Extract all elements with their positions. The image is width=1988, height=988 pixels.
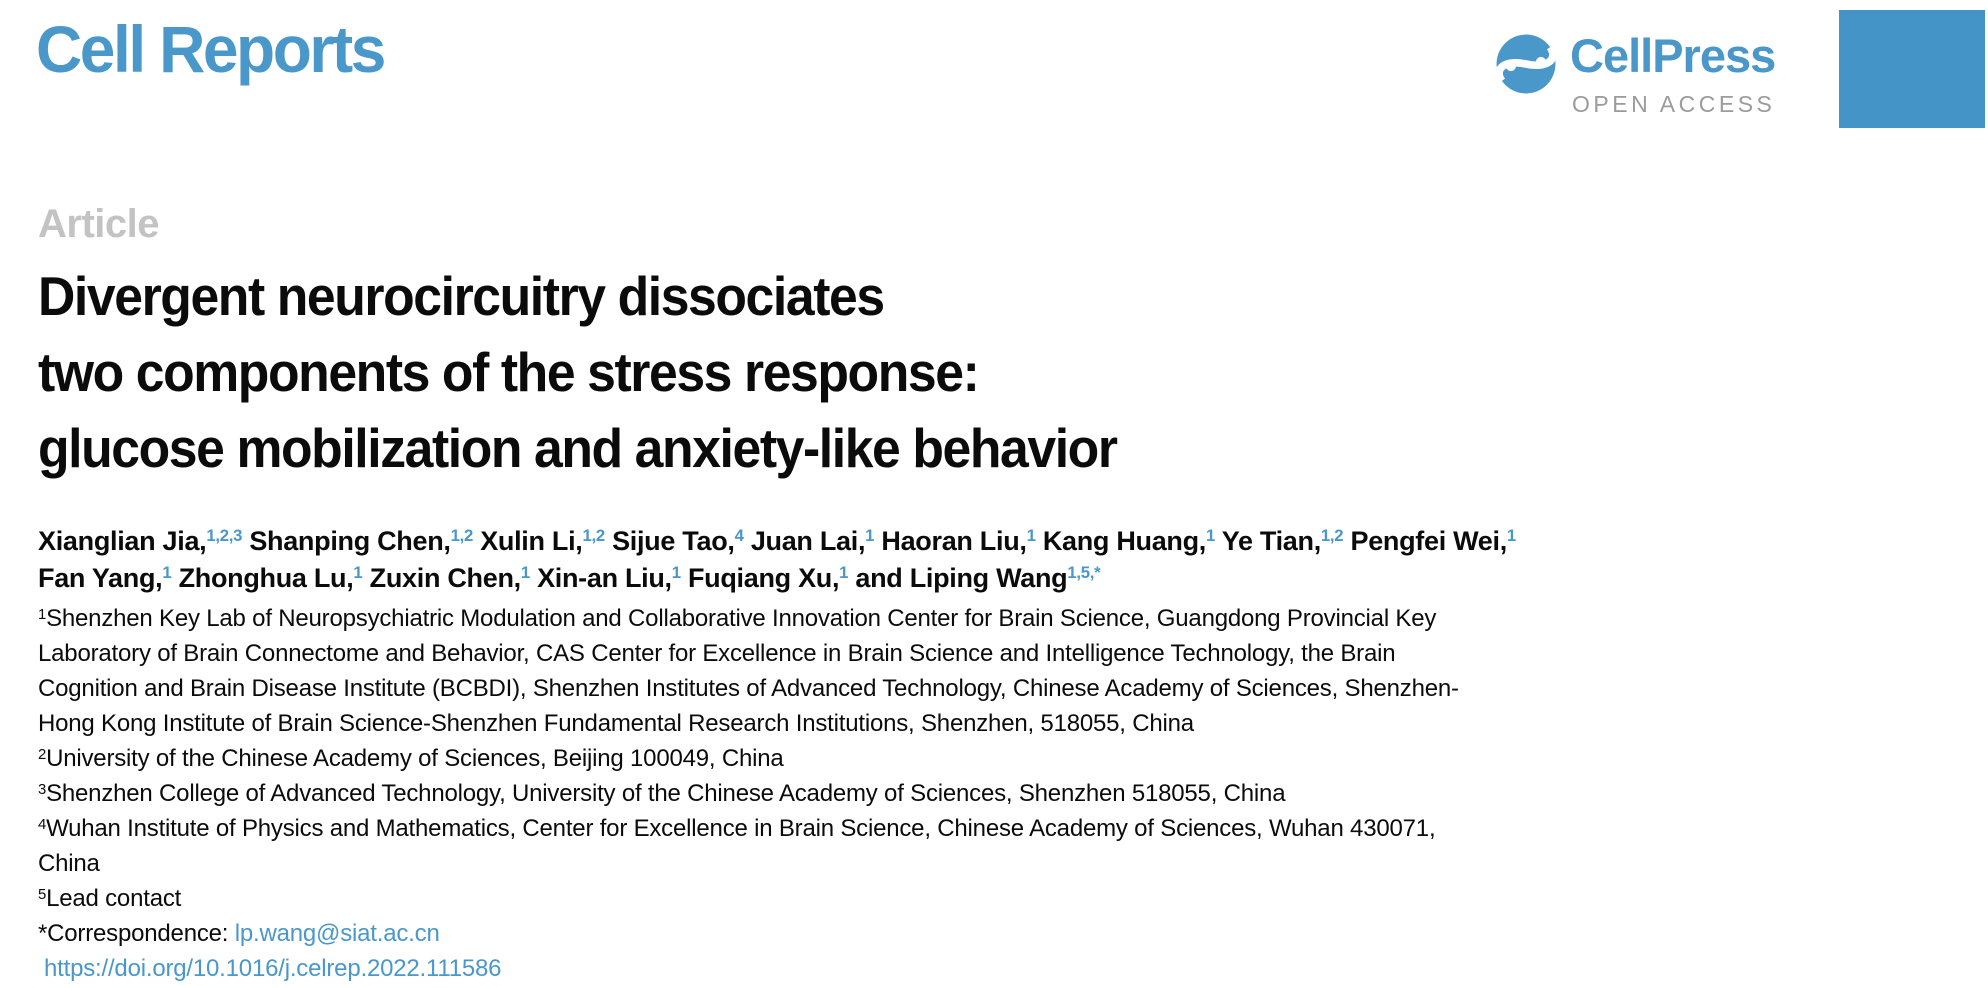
author-affiliation-sup: 1 (520, 562, 530, 582)
paper-title-line-2: two components of the stress response: (38, 341, 979, 403)
author-name: Fuqiang Xu,$^1$ (687, 562, 849, 593)
publisher-lockup (1494, 30, 1775, 118)
author-list (38, 523, 1968, 597)
affiliation-sup: 2 (38, 746, 47, 763)
author-affiliation-sup: 1,2 (1320, 525, 1344, 545)
cellpress-swirl-icon (1494, 32, 1558, 96)
author-name: Juan Lai,$^1$ (750, 525, 875, 556)
journal-logo: Cell Reports (36, 12, 384, 86)
publisher-text (1570, 30, 1775, 118)
author-affiliation-sup: 1 (865, 525, 875, 545)
affiliation-sup: 4 (38, 816, 47, 833)
doi-link[interactable]: https://doi.org/10.1016/j.celrep.2022.111586 (44, 955, 502, 982)
author-name: Xulin Li,$^{1,2}$ (480, 525, 605, 556)
author-name: Kang Huang,$^1$ (1042, 525, 1216, 556)
author-name: Xin-an Liu,$^1$ (537, 562, 681, 593)
author-name: Shanping Chen,$^{1,2}$ (249, 525, 473, 556)
author-name: Xianglian Jia,$^{1,2,3}$ (38, 525, 243, 556)
author-line (38, 560, 1968, 597)
author-name: Sijue Tao,$^4$ (612, 525, 744, 556)
affiliation: $^4$Wuhan Institute of Physics and Mathematics, Center for Excellence in Brain Science, Chinese Academy of Sciences, Wuhan 430071, China (38, 815, 1436, 877)
author-line (38, 523, 1968, 560)
author-name: Haoran Liu,$^1$ (881, 525, 1036, 556)
author-affiliation-sup: 1 (353, 562, 363, 582)
paper-title-line-3: glucose mobilization and anxiety-like behavior (38, 417, 1117, 479)
author-affiliation-sup: 1,2 (450, 525, 473, 545)
affiliation-sup: 5 (38, 886, 47, 903)
author-affiliation-sup: 1 (671, 562, 681, 582)
affiliation: $^2$University of the Chinese Academy of Sciences, Beijing 100049, China (38, 745, 784, 772)
affiliation-list (38, 601, 1468, 916)
author-name: Fan Yang,$^1$ (38, 562, 172, 593)
author-affiliation-sup: 1 (1506, 525, 1516, 545)
author-affiliation-sup: 1 (839, 562, 849, 582)
paper-title-line-1: Divergent neurocircuitry dissociates (38, 265, 884, 327)
affiliations-block (38, 601, 1468, 986)
author-affiliation-sup: 1 (162, 562, 172, 582)
publisher-name: CellPress (1570, 29, 1776, 82)
paper-title (38, 258, 1448, 486)
author-name: Ye Tian,$^{1,2}$ (1221, 525, 1344, 556)
author-affiliation-sup: 1,5,* (1067, 562, 1101, 582)
corner-accent-square (1839, 10, 1985, 128)
affiliation: $^1$Shenzhen Key Lab of Neuropsychiatric Modulation and Collaborative Innovation Center for Brain Science, Guangdong Provincial Key Laboratory of Brain Connectome and Behavior, CAS Center for Excellence in Brain Science and Intelligence Technology, the Brain Cognition and Brain Disease Institute (BCBDI), Shenzhen Institutes of Advanced Technology, Chinese Academy of Sciences, Shenzhen-Hong Kong Institute of Brain Science-Shenzhen Fundamental Research Institutions, Shenzhen, 518055, China (38, 605, 1459, 737)
author-affiliation-sup: 1,2 (582, 525, 605, 545)
author-affiliation-sup: 1 (1206, 525, 1216, 545)
author-name: Zuxin Chen,$^1$ (369, 562, 530, 593)
open-access-badge: OPEN ACCESS (1572, 90, 1776, 117)
author-affiliation-sup: 4 (734, 525, 744, 545)
author-name: and Liping Wang$^{1,5,*}$ (855, 562, 1101, 593)
affiliation-sup: 1 (38, 606, 47, 623)
author-name: Pengfei Wei,$^1$ (1350, 525, 1516, 556)
author-affiliation-sup: 1 (1026, 525, 1036, 545)
article-type-label: Article (38, 202, 159, 246)
affiliation-sup: 3 (38, 781, 47, 798)
affiliation: $^3$Shenzhen College of Advanced Technology, University of the Chinese Academy of Sciences, Shenzhen 518055, China (38, 780, 1286, 807)
doi-line (44, 951, 1468, 986)
affiliation: $^5$Lead contact (38, 885, 182, 912)
correspondence-label: *Correspondence: (38, 920, 235, 947)
author-name: Zhonghua Lu,$^1$ (178, 562, 363, 593)
author-affiliation-sup: 1,2,3 (206, 525, 243, 545)
correspondence-line (38, 916, 1468, 951)
correspondence-email-link[interactable]: lp.wang@siat.ac.cn (234, 920, 440, 947)
